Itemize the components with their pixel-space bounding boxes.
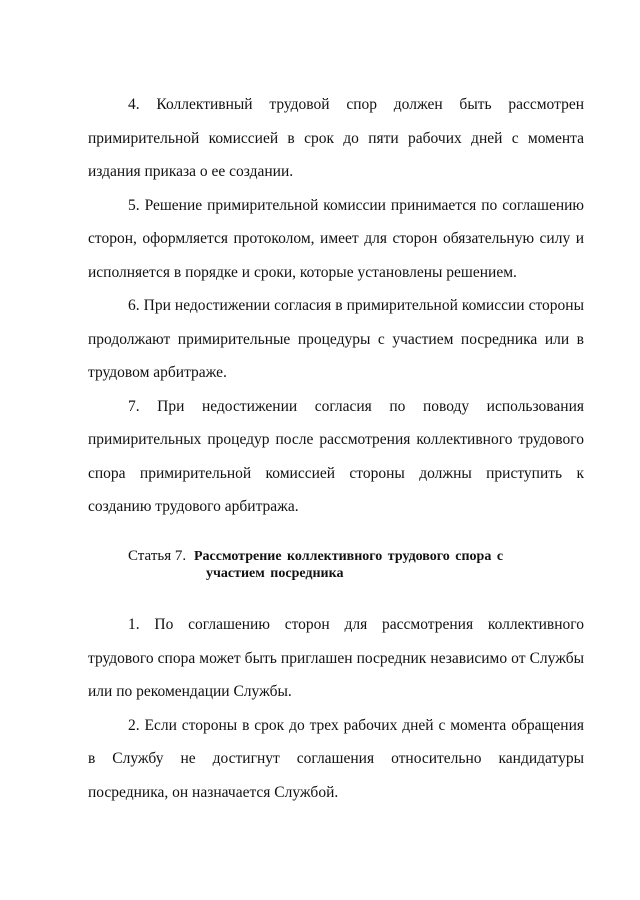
paragraph-4: 4. Коллективный трудовой спор должен быть рассмотрен примирительной комиссией в срок до пяти рабочих дней с момента издания приказа о ее создании. xyxy=(88,96,584,180)
paragraph-5: 5. Решение примирительной комиссии принимается по соглашению сторон, оформляется протоколом, имеет для сторон обязательную силу и исполняется в порядке и сроки, которые установлены решением. xyxy=(88,196,584,281)
paragraphs-bottom xyxy=(88,608,584,809)
paragraph-2: 2. Если стороны в срок до трех рабочих дней с момента обращения в Службу не достигнут соглашения относительно кандидатуры посредника, он назначается Службой. xyxy=(88,716,584,801)
paragraph-7: 7. При недостижении согласия по поводу использования примирительных процедур после рассмотрения коллективного трудового спора примирительной комиссией стороны должны приступить к созданию трудового арбитража. xyxy=(88,397,584,515)
article-number: Статья 7. xyxy=(128,548,187,564)
paragraph-6: 6. При недостижении согласия в примирительной комиссии стороны продолжают примирительные процедуры с участием посредника или в трудовом арбитраже. xyxy=(88,297,584,381)
paragraph-1: 1. По соглашению сторон для рассмотрения коллективного трудового спора может быть приглашен посредник независимо от Службы или по рекомендации Службы. xyxy=(88,616,584,700)
paragraphs-top xyxy=(88,88,584,524)
article-title-line-2: участием посредника xyxy=(206,566,344,581)
article-title-line-1: Рассмотрение коллективного трудового спора с xyxy=(194,549,504,564)
article-title xyxy=(194,548,514,582)
